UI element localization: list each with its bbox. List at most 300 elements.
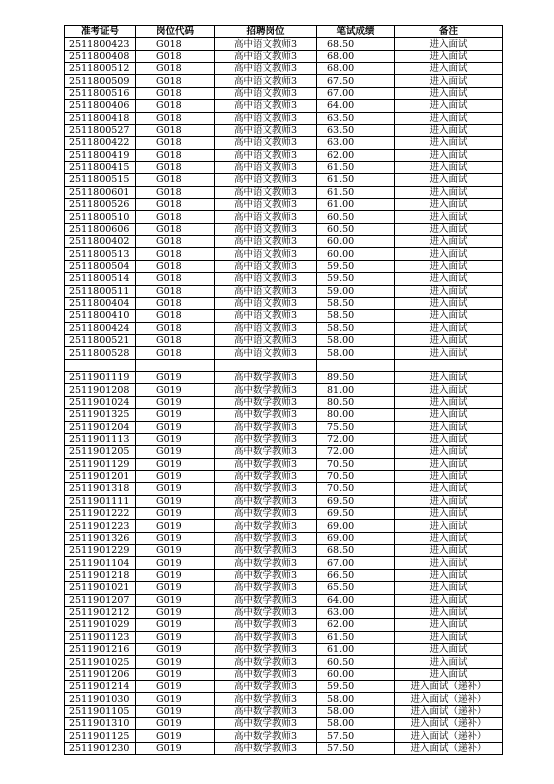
cell-score: 61.50: [317, 161, 395, 173]
cell-score: 81.00: [317, 384, 395, 396]
cell-exam-no: 2511800406: [65, 100, 136, 112]
cell-score: 67.00: [317, 87, 395, 99]
cell-note: 进入面试: [395, 396, 503, 408]
cell-exam-no: 2511800422: [65, 137, 136, 149]
cell-note: 进入面试: [395, 421, 503, 433]
cell-score: 60.00: [317, 668, 395, 680]
cell-note: 进入面试: [395, 545, 503, 557]
cell-post: 高中语文教师3: [215, 223, 317, 235]
cell-post-code: G018: [136, 161, 215, 173]
cell-note: 进入面试: [395, 310, 503, 322]
cell-exam-no: 2511901123: [65, 631, 136, 643]
cell-post: 高中数学教师3: [215, 643, 317, 655]
cell-note: 进入面试: [395, 211, 503, 223]
cell-note: 进入面试: [395, 668, 503, 680]
cell-note: 进入面试: [395, 446, 503, 458]
cell-note: 进入面试: [395, 223, 503, 235]
cell-score: 60.00: [317, 248, 395, 260]
cell-score: 58.50: [317, 322, 395, 334]
cell-post-code: G018: [136, 236, 215, 248]
cell-post-code: G018: [136, 297, 215, 309]
cell-exam-no: 2511800402: [65, 236, 136, 248]
cell-note: 进入面试: [395, 458, 503, 470]
cell-post-code: [136, 359, 215, 371]
cell-post: 高中数学教师3: [215, 532, 317, 544]
cell-post: 高中数学教师3: [215, 718, 317, 730]
cell-post: 高中数学教师3: [215, 372, 317, 384]
table-row: [65, 137, 503, 149]
table-row: [65, 75, 503, 87]
cell-exam-no: 2511800504: [65, 260, 136, 272]
cell-post: 高中数学教师3: [215, 458, 317, 470]
table-row: [65, 161, 503, 173]
cell-post-code: G019: [136, 619, 215, 631]
cell-exam-no: 2511800514: [65, 273, 136, 285]
cell-note: 进入面试: [395, 372, 503, 384]
cell-note: 进入面试: [395, 569, 503, 581]
cell-score: 59.50: [317, 273, 395, 285]
cell-score: 58.00: [317, 705, 395, 717]
cell-score: 58.50: [317, 310, 395, 322]
cell-exam-no: 2511800509: [65, 75, 136, 87]
cell-post: 高中数学教师3: [215, 705, 317, 717]
cell-note: 进入面试: [395, 174, 503, 186]
cell-post: 高中语文教师3: [215, 322, 317, 334]
cell-score: 72.00: [317, 433, 395, 445]
cell-post-code: G018: [136, 149, 215, 161]
cell-post: 高中数学教师3: [215, 470, 317, 482]
table-row: [65, 273, 503, 285]
header-exam-no: 准考证号: [65, 26, 136, 38]
cell-note: 进入面试: [395, 495, 503, 507]
cell-post-code: G018: [136, 124, 215, 136]
cell-exam-no: 2511901113: [65, 433, 136, 445]
table-row: [65, 384, 503, 396]
cell-note: 进入面试: [395, 656, 503, 668]
table-body: [65, 38, 503, 755]
cell-score: 61.50: [317, 174, 395, 186]
cell-note: 进入面试（递补）: [395, 693, 503, 705]
table-row: [65, 495, 503, 507]
table-row: [65, 260, 503, 272]
cell-post-code: G019: [136, 470, 215, 482]
cell-post: 高中语文教师3: [215, 161, 317, 173]
cell-post-code: G019: [136, 495, 215, 507]
cell-score: 64.00: [317, 594, 395, 606]
cell-post-code: G018: [136, 63, 215, 75]
cell-exam-no: 2511901222: [65, 508, 136, 520]
cell-post: 高中语文教师3: [215, 199, 317, 211]
cell-note: 进入面试: [395, 631, 503, 643]
cell-note: 进入面试: [395, 322, 503, 334]
table-row: [65, 87, 503, 99]
cell-exam-no: 2511901129: [65, 458, 136, 470]
cell-post-code: G019: [136, 483, 215, 495]
cell-post: 高中语文教师3: [215, 347, 317, 359]
cell-post-code: G019: [136, 594, 215, 606]
cell-note: 进入面试: [395, 161, 503, 173]
header-note: 备注: [395, 26, 503, 38]
cell-exam-no: 2511901029: [65, 619, 136, 631]
cell-exam-no: 2511800526: [65, 199, 136, 211]
cell-post: 高中语文教师3: [215, 334, 317, 346]
cell-score: 61.00: [317, 199, 395, 211]
cell-exam-no: 2511901208: [65, 384, 136, 396]
cell-score: 59.00: [317, 285, 395, 297]
cell-exam-no: 2511901105: [65, 705, 136, 717]
cell-score: 60.00: [317, 236, 395, 248]
table-row: [65, 297, 503, 309]
cell-post-code: G019: [136, 433, 215, 445]
cell-exam-no: 2511901326: [65, 532, 136, 544]
cell-post: 高中语文教师3: [215, 87, 317, 99]
cell-post: 高中数学教师3: [215, 483, 317, 495]
cell-post: 高中数学教师3: [215, 495, 317, 507]
cell-score: 75.50: [317, 421, 395, 433]
cell-post-code: G018: [136, 310, 215, 322]
cell-note: 进入面试: [395, 100, 503, 112]
table-row: [65, 606, 503, 618]
cell-post-code: G019: [136, 409, 215, 421]
cell-post: 高中语文教师3: [215, 100, 317, 112]
cell-post: 高中语文教师3: [215, 211, 317, 223]
cell-post-code: G018: [136, 199, 215, 211]
cell-post: 高中语文教师3: [215, 285, 317, 297]
cell-post-code: G019: [136, 557, 215, 569]
cell-score: 80.00: [317, 409, 395, 421]
cell-note: 进入面试: [395, 75, 503, 87]
cell-note: 进入面试: [395, 285, 503, 297]
cell-score: 65.50: [317, 582, 395, 594]
table-row: [65, 532, 503, 544]
cell-note: 进入面试: [395, 606, 503, 618]
table-row: [65, 681, 503, 693]
cell-post: 高中语文教师3: [215, 236, 317, 248]
results-table: [64, 25, 503, 755]
cell-post: 高中语文教师3: [215, 149, 317, 161]
cell-post: 高中数学教师3: [215, 582, 317, 594]
cell-score: 60.50: [317, 656, 395, 668]
table-row: [65, 643, 503, 655]
cell-exam-no: 2511800408: [65, 50, 136, 62]
table-row: [65, 668, 503, 680]
cell-post: 高中语文教师3: [215, 248, 317, 260]
cell-note: 进入面试: [395, 409, 503, 421]
header-post-code: 岗位代码: [136, 26, 215, 38]
cell-post-code: G019: [136, 705, 215, 717]
cell-exam-no: 2511800527: [65, 124, 136, 136]
cell-score: 58.00: [317, 693, 395, 705]
table-row: [65, 433, 503, 445]
cell-exam-no: 2511901223: [65, 520, 136, 532]
cell-note: 进入面试: [395, 236, 503, 248]
cell-exam-no: 2511901204: [65, 421, 136, 433]
cell-post: 高中语文教师3: [215, 186, 317, 198]
cell-exam-no: 2511901207: [65, 594, 136, 606]
cell-note: 进入面试（递补）: [395, 742, 503, 754]
cell-post-code: G019: [136, 520, 215, 532]
cell-post-code: G019: [136, 631, 215, 643]
header-score: 笔试成绩: [317, 26, 395, 38]
table-row: [65, 693, 503, 705]
cell-post: 高中语文教师3: [215, 112, 317, 124]
results-sheet: [64, 25, 502, 755]
cell-exam-no: 2511901218: [65, 569, 136, 581]
cell-exam-no: 2511800512: [65, 63, 136, 75]
cell-post-code: G019: [136, 421, 215, 433]
cell-exam-no: 2511901021: [65, 582, 136, 594]
cell-exam-no: 2511901212: [65, 606, 136, 618]
table-row: [65, 396, 503, 408]
cell-post-code: G019: [136, 681, 215, 693]
cell-post-code: G019: [136, 446, 215, 458]
cell-exam-no: 2511901318: [65, 483, 136, 495]
cell-post-code: G019: [136, 458, 215, 470]
cell-post-code: G018: [136, 285, 215, 297]
cell-post-code: G018: [136, 38, 215, 50]
cell-score: 63.50: [317, 124, 395, 136]
cell-note: 进入面试: [395, 643, 503, 655]
cell-post: 高中数学教师3: [215, 681, 317, 693]
cell-post: 高中数学教师3: [215, 656, 317, 668]
cell-score: 57.50: [317, 730, 395, 742]
cell-score: 59.50: [317, 260, 395, 272]
cell-score: [317, 359, 395, 371]
cell-note: 进入面试: [395, 508, 503, 520]
cell-note: 进入面试: [395, 520, 503, 532]
table-row: [65, 545, 503, 557]
table-row: [65, 582, 503, 594]
cell-exam-no: 2511800423: [65, 38, 136, 50]
cell-note: 进入面试: [395, 582, 503, 594]
cell-note: 进入面试: [395, 186, 503, 198]
cell-post-code: G018: [136, 260, 215, 272]
cell-score: 58.00: [317, 718, 395, 730]
cell-exam-no: 2511901201: [65, 470, 136, 482]
cell-exam-no: 2511800515: [65, 174, 136, 186]
table-row: [65, 508, 503, 520]
cell-post: 高中数学教师3: [215, 545, 317, 557]
table-row: [65, 718, 503, 730]
cell-note: 进入面试: [395, 557, 503, 569]
cell-score: 68.00: [317, 50, 395, 62]
cell-exam-no: 2511800418: [65, 112, 136, 124]
cell-post-code: G018: [136, 186, 215, 198]
table-row: [65, 446, 503, 458]
cell-post-code: G019: [136, 693, 215, 705]
cell-exam-no: 2511800516: [65, 87, 136, 99]
cell-note: 进入面试: [395, 149, 503, 161]
cell-note: 进入面试: [395, 63, 503, 75]
cell-post: 高中数学教师3: [215, 668, 317, 680]
cell-exam-no: 2511901030: [65, 693, 136, 705]
cell-exam-no: 2511800415: [65, 161, 136, 173]
cell-note: 进入面试: [395, 483, 503, 495]
cell-post: 高中语文教师3: [215, 273, 317, 285]
cell-post-code: G019: [136, 396, 215, 408]
cell-note: 进入面试: [395, 137, 503, 149]
cell-score: 64.00: [317, 100, 395, 112]
cell-note: 进入面试: [395, 50, 503, 62]
cell-score: 69.50: [317, 495, 395, 507]
cell-note: 进入面试: [395, 433, 503, 445]
cell-post-code: G018: [136, 223, 215, 235]
cell-post-code: G019: [136, 606, 215, 618]
header-post: 招聘岗位: [215, 26, 317, 38]
cell-post: 高中数学教师3: [215, 594, 317, 606]
cell-post: 高中数学教师3: [215, 619, 317, 631]
cell-note: 进入面试（递补）: [395, 705, 503, 717]
table-row: [65, 347, 503, 359]
cell-exam-no: 2511901024: [65, 396, 136, 408]
cell-exam-no: 2511800510: [65, 211, 136, 223]
table-row: [65, 50, 503, 62]
cell-post: 高中数学教师3: [215, 520, 317, 532]
cell-post-code: G019: [136, 718, 215, 730]
cell-score: 68.50: [317, 38, 395, 50]
cell-post-code: G018: [136, 100, 215, 112]
cell-exam-no: 2511800606: [65, 223, 136, 235]
cell-exam-no: 2511901025: [65, 656, 136, 668]
cell-post-code: G018: [136, 334, 215, 346]
cell-score: 70.50: [317, 458, 395, 470]
cell-note: 进入面试: [395, 347, 503, 359]
cell-note: 进入面试: [395, 112, 503, 124]
cell-exam-no: [65, 359, 136, 371]
cell-exam-no: 2511800513: [65, 248, 136, 260]
table-row: [65, 322, 503, 334]
cell-post: 高中数学教师3: [215, 446, 317, 458]
cell-post: 高中语文教师3: [215, 137, 317, 149]
cell-exam-no: 2511901310: [65, 718, 136, 730]
cell-note: 进入面试: [395, 619, 503, 631]
cell-note: 进入面试（递补）: [395, 681, 503, 693]
table-row: [65, 236, 503, 248]
cell-score: 69.00: [317, 532, 395, 544]
cell-post-code: G018: [136, 273, 215, 285]
cell-post: 高中语文教师3: [215, 297, 317, 309]
cell-score: 89.50: [317, 372, 395, 384]
cell-note: 进入面试: [395, 199, 503, 211]
cell-note: 进入面试: [395, 334, 503, 346]
table-row: [65, 656, 503, 668]
cell-post-code: G018: [136, 112, 215, 124]
cell-post-code: G018: [136, 248, 215, 260]
cell-post-code: G019: [136, 742, 215, 754]
cell-post: 高中语文教师3: [215, 38, 317, 50]
table-row: [65, 631, 503, 643]
table-row: [65, 149, 503, 161]
cell-note: 进入面试: [395, 38, 503, 50]
cell-post: 高中语文教师3: [215, 174, 317, 186]
cell-exam-no: 2511800424: [65, 322, 136, 334]
table-row: [65, 186, 503, 198]
cell-exam-no: 2511901111: [65, 495, 136, 507]
cell-note: 进入面试: [395, 594, 503, 606]
cell-score: 58.50: [317, 297, 395, 309]
cell-post-code: G019: [136, 384, 215, 396]
cell-note: 进入面试（递补）: [395, 730, 503, 742]
table-row: [65, 310, 503, 322]
cell-exam-no: 2511901125: [65, 730, 136, 742]
cell-post: 高中语文教师3: [215, 124, 317, 136]
cell-post-code: G018: [136, 174, 215, 186]
table-row: [65, 520, 503, 532]
cell-post-code: G019: [136, 668, 215, 680]
cell-post-code: G018: [136, 322, 215, 334]
cell-score: 60.50: [317, 211, 395, 223]
cell-exam-no: 2511901230: [65, 742, 136, 754]
cell-exam-no: 2511901229: [65, 545, 136, 557]
cell-note: 进入面试: [395, 470, 503, 482]
table-row: [65, 557, 503, 569]
cell-score: 62.00: [317, 149, 395, 161]
cell-post: 高中数学教师3: [215, 730, 317, 742]
table-row: [65, 211, 503, 223]
cell-post: 高中数学教师3: [215, 742, 317, 754]
cell-post-code: G019: [136, 372, 215, 384]
cell-score: 57.50: [317, 742, 395, 754]
cell-post: 高中数学教师3: [215, 384, 317, 396]
cell-note: 进入面试: [395, 87, 503, 99]
cell-post-code: G019: [136, 656, 215, 668]
cell-exam-no: 2511901119: [65, 372, 136, 384]
table-row: [65, 409, 503, 421]
cell-post: 高中数学教师3: [215, 631, 317, 643]
cell-score: 69.50: [317, 508, 395, 520]
table-row: [65, 199, 503, 211]
header-row: [65, 26, 503, 38]
cell-post: [215, 359, 317, 371]
cell-post: 高中数学教师3: [215, 421, 317, 433]
cell-post: 高中数学教师3: [215, 693, 317, 705]
cell-score: 66.50: [317, 569, 395, 581]
cell-note: 进入面试: [395, 273, 503, 285]
cell-note: 进入面试: [395, 248, 503, 260]
cell-post: 高中数学教师3: [215, 433, 317, 445]
table-row: [65, 359, 503, 371]
cell-score: 68.00: [317, 63, 395, 75]
cell-post-code: G019: [136, 532, 215, 544]
cell-post: 高中语文教师3: [215, 310, 317, 322]
cell-exam-no: 2511901216: [65, 643, 136, 655]
cell-score: 61.50: [317, 186, 395, 198]
cell-note: 进入面试: [395, 124, 503, 136]
cell-post-code: G019: [136, 569, 215, 581]
cell-exam-no: 2511800410: [65, 310, 136, 322]
cell-score: 59.50: [317, 681, 395, 693]
cell-exam-no: 2511800404: [65, 297, 136, 309]
cell-post-code: G018: [136, 87, 215, 99]
table-row: [65, 421, 503, 433]
cell-exam-no: 2511800419: [65, 149, 136, 161]
cell-score: 68.50: [317, 545, 395, 557]
table-row: [65, 470, 503, 482]
cell-post: 高中数学教师3: [215, 606, 317, 618]
cell-exam-no: 2511800601: [65, 186, 136, 198]
cell-post-code: G019: [136, 545, 215, 557]
cell-post: 高中数学教师3: [215, 569, 317, 581]
cell-post: 高中语文教师3: [215, 75, 317, 87]
cell-exam-no: 2511800528: [65, 347, 136, 359]
cell-note: 进入面试: [395, 260, 503, 272]
cell-note: 进入面试（递补）: [395, 718, 503, 730]
table-row: [65, 112, 503, 124]
table-row: [65, 742, 503, 754]
table-row: [65, 334, 503, 346]
table-row: [65, 124, 503, 136]
table-row: [65, 63, 503, 75]
